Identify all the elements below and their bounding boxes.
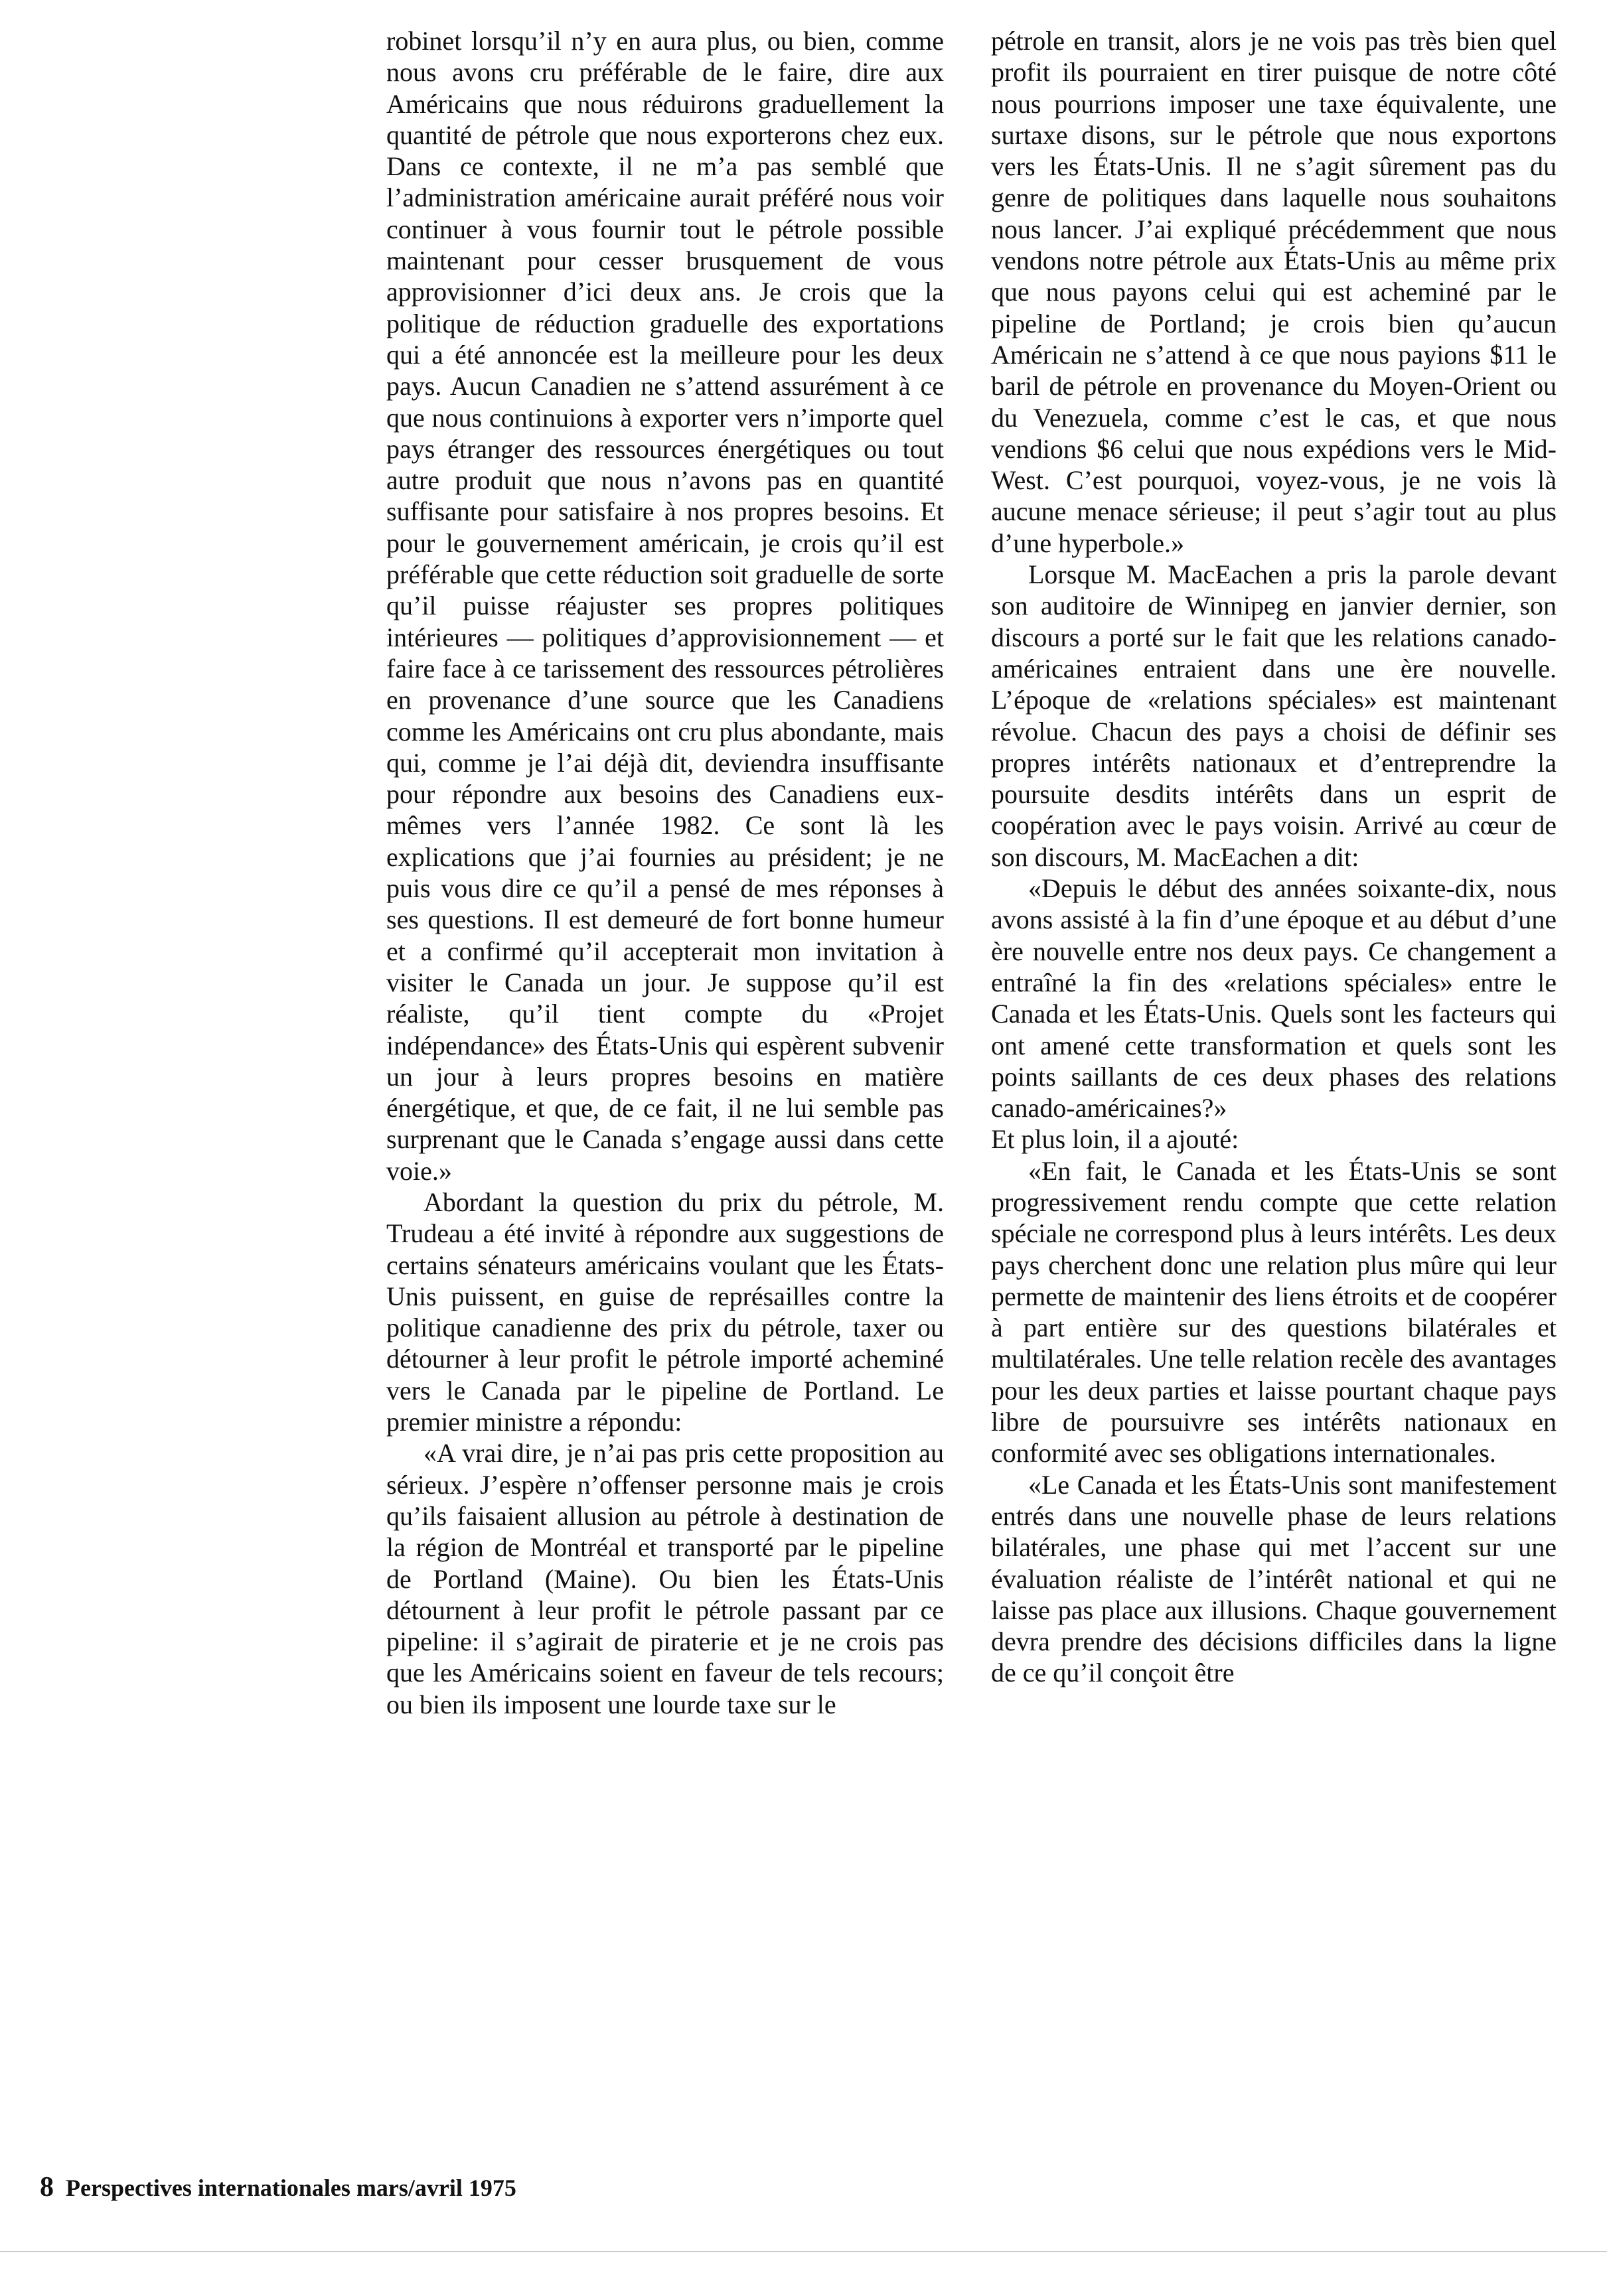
paragraph: «En fait, le Canada et les États-Unis se sont progressivement rendu compte que cette relation spéciale ne correspond plus à leurs intérêts. Les deux pays cherchent donc une relation plus mûre qui leur permette de maintenir des liens étroits et de coopérer à part entière sur des questions bilatérales et multilatérales. Une telle relation recèle des avantages pour les deux parties et laisse pourtant chaque pays libre de poursuivre ses intérêts nationaux en conformité avec ses obligations internationales. (991, 1155, 1557, 1469)
page-footer (40, 2171, 516, 2203)
paragraph: Abordant la question du prix du pétrole, M. Trudeau a été invité à répondre aux suggestions de certains sénateurs américains voulant que les États-Unis puissent, en guise de représailles contre la politique canadienne des prix du pétrole, taxer ou détourner à leur profit le pétrole importé acheminé vers le Canada par le pipeline de Portland. Le premier ministre a répondu: (386, 1186, 944, 1437)
paragraph: «A vrai dire, je n’ai pas pris cette proposition au sérieux. J’espère n’offenser personne mais je crois qu’ils faisaient allusion au pétrole à destination de la région de Montréal et transporté par le pipeline de Portland (Maine). Ou bien les États-Unis détournent à leur profit le pétrole passant par ce pipeline: il s’agirait de piraterie et je ne crois pas que les Américains soient en faveur de tels recours; ou bien ils imposent une lourde taxe sur le (386, 1438, 944, 1719)
paragraph: «Le Canada et les États-Unis sont manifestement entrés dans une nouvelle phase de leurs relations bilatérales, une phase qui met l’accent sur une évaluation réaliste de l’intérêt national et qui ne laisse pas place aux illusions. Chaque gouvernement devra prendre des décisions difficiles dans la ligne de ce qu’il conçoit être (991, 1469, 1557, 1688)
page-number: 8 (40, 2172, 54, 2202)
text-column-left (386, 25, 944, 1720)
paragraph: Et plus loin, il a ajouté: (991, 1124, 1239, 1155)
paragraph: Lorsque M. MacEachen a pris la parole devant son auditoire de Winnipeg en janvier dernier, son discours a porté sur le fait que les relations canado-américaines entraient dans une ère nouvelle. L’époque de «relations spéciales» est maintenant révolue. Chacun des pays a choisi de définir ses propres intérêts nationaux et d’entreprendre la poursuite desdits intérêts dans un esprit de coopération avec le pays voisin. Arrivé au cœur de son discours, M. MacEachen a dit: (991, 559, 1557, 872)
publication-title: Perspectives internationales mars/avril 1975 (66, 2175, 516, 2201)
text-column-right (991, 25, 1557, 1689)
paragraph: robinet lorsqu’il n’y en aura plus, ou bien, comme nous avons cru préférable de le faire, dire aux Américains que nous réduirons graduellement la quantité de pétrole que nous exporterons chez eux. Dans ce contexte, il ne m’a pas semblé que l’administration américaine aurait préféré nous voir continuer à vous fournir tout le pétrole possible maintenant pour cesser brusquement de vous approvisionner d’ici deux ans. Je crois que la politique de réduction graduelle des exportations qui a été annoncée est la meilleure pour les deux pays. Aucun Canadien ne s’attend assurément à ce que nous continuions à exporter vers n’importe quel pays étranger des ressources énergétiques ou tout autre produit que nous n’avons pas en quantité suffisante pour satisfaire à nos propres besoins. Et pour le gouvernement américain, je crois qu’il est préférable que cette réduction soit graduelle de sorte qu’il puisse réajuster ses propres politiques intérieures — politiques d’approvisionnement — et faire face à ce tarissement des ressources pétrolières en provenance d’une source que les Canadiens comme les Américains ont cru plus abondante, mais qui, comme je l’ai déjà dit, deviendra insuffisante pour répondre aux besoins des Canadiens eux-mêmes vers l’année 1982. Ce sont là les explications que j’ai fournies au président; je ne puis vous dire ce qu’il a pensé de mes réponses à ses questions. Il est demeuré de fort bonne humeur et a confirmé qu’il accepterait mon invitation à visiter le Canada un jour. Je suppose qu’il est réaliste, qu’il tient compte du «Projet indépendance» des États-Unis qui espèrent subvenir un jour à leurs propres besoins en matière énergétique, et que, de ce fait, il ne lui semble pas surprenant que le Canada s’engage aussi dans cette voie.» (386, 26, 944, 1186)
paragraph: «Depuis le début des années soixante-dix, nous avons assisté à la fin d’une époque et au début d’une ère nouvelle entre nos deux pays. Ce changement a entraîné la fin des «relations spéciales» entre le Canada et les États-Unis. Quels sont les facteurs qui ont amené cette transformation et quels sont les points saillants de ces deux phases des relations canado-américaines?» (991, 873, 1557, 1123)
scan-edge-divider (0, 2251, 1607, 2252)
paragraph: pétrole en transit, alors je ne vois pas très bien quel profit ils pourraient en tirer puisque de notre côté nous pourrions imposer une taxe équivalente, une surtaxe disons, sur le pétrole que nous exportons vers les États-Unis. Il ne s’agit sûrement pas du genre de politiques dans laquelle nous souhaitons nous lancer. J’ai expliqué précédemment que nous vendons notre pétrole aux États-Unis au même prix que nous payons celui qui est acheminé par le pipeline de Portland; je crois bien qu’aucun Américain ne s’attend à ce que nous payions $11 le baril de pétrole en provenance du Moyen-Orient ou du Venezuela, comme c’est le cas, et que nous vendions $6 celui que nous expédions vers le Mid-West. C’est pourquoi, voyez-vous, je ne vois là aucune menace sérieuse; il peut s’agir tout au plus d’une hyperbole.» (991, 26, 1557, 558)
